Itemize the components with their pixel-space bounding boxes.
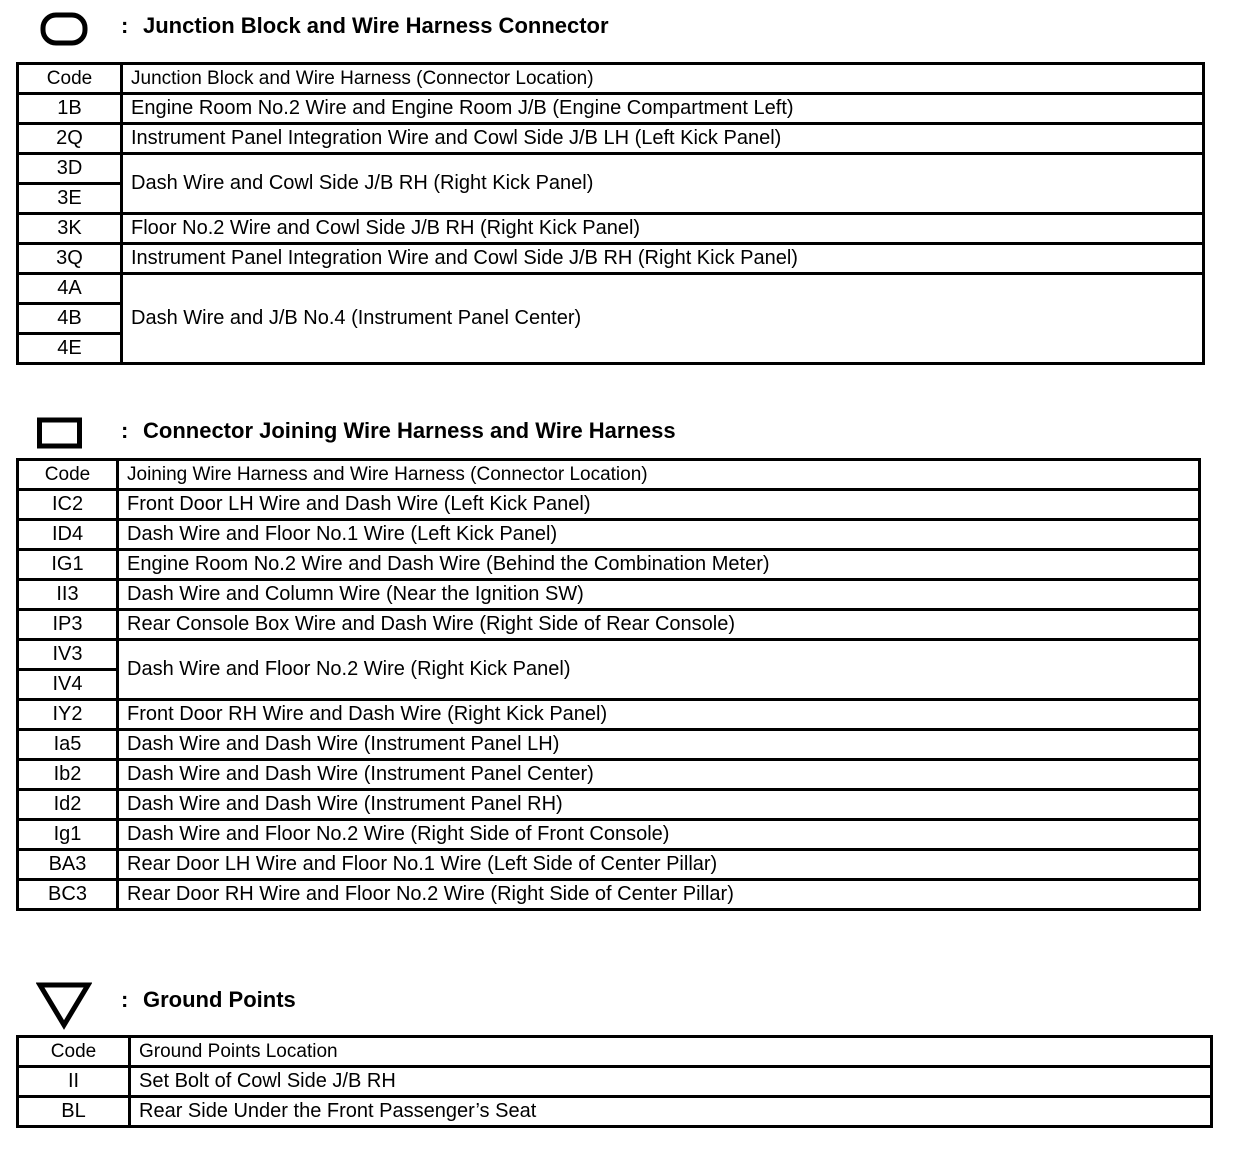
location-cell: Rear Door LH Wire and Floor No.1 Wire (Left Side of Center Pillar) — [118, 850, 1200, 880]
code-column-header: Code — [18, 64, 122, 94]
code-column-header: Code — [18, 460, 118, 490]
location-cell: Rear Console Box Wire and Dash Wire (Right Side of Rear Console) — [118, 610, 1200, 640]
code-cell: IG1 — [18, 550, 118, 580]
table-row — [18, 124, 1204, 154]
code-cell: BC3 — [18, 880, 118, 910]
ground-section-heading — [20, 982, 420, 1022]
table-row — [18, 550, 1200, 580]
code-cell: BA3 — [18, 850, 118, 880]
ground-title: Ground Points — [143, 987, 296, 1012]
location-cell: Dash Wire and Floor No.1 Wire (Left Kick Panel) — [118, 520, 1200, 550]
code-cell: Ig1 — [18, 820, 118, 850]
code-cell: 3E — [18, 184, 122, 214]
table-row — [18, 760, 1200, 790]
location-cell: Engine Room No.2 Wire and Dash Wire (Behind the Combination Meter) — [118, 550, 1200, 580]
table-row — [18, 850, 1200, 880]
location-cell: Front Door LH Wire and Dash Wire (Left Kick Panel) — [118, 490, 1200, 520]
table-row — [18, 700, 1200, 730]
location-cell: Dash Wire and Cowl Side J/B RH (Right Kick Panel) — [122, 154, 1204, 214]
rectangle-icon — [37, 417, 83, 449]
table-row — [18, 1097, 1212, 1127]
location-cell: Rear Side Under the Front Passenger’s Seat — [130, 1097, 1212, 1127]
code-cell: 3D — [18, 154, 122, 184]
location-cell: Dash Wire and J/B No.4 (Instrument Panel Center) — [122, 274, 1204, 364]
table-header-row — [18, 1037, 1212, 1067]
table-row — [18, 820, 1200, 850]
code-cell: 4A — [18, 274, 122, 304]
heading-colon: : — [121, 13, 129, 38]
code-cell: 2Q — [18, 124, 122, 154]
heading-colon: : — [121, 987, 129, 1012]
code-cell: 3Q — [18, 244, 122, 274]
location-column-header: Ground Points Location — [130, 1037, 1212, 1067]
location-cell: Instrument Panel Integration Wire and Cowl Side J/B LH (Left Kick Panel) — [122, 124, 1204, 154]
location-cell: Dash Wire and Column Wire (Near the Ignition SW) — [118, 580, 1200, 610]
junction-section-heading — [20, 8, 720, 48]
code-cell: IP3 — [18, 610, 118, 640]
code-cell: 3K — [18, 214, 122, 244]
table-row — [18, 520, 1200, 550]
code-cell: ID4 — [18, 520, 118, 550]
code-column-header: Code — [18, 1037, 130, 1067]
location-cell: Front Door RH Wire and Dash Wire (Right Kick Panel) — [118, 700, 1200, 730]
code-cell: IC2 — [18, 490, 118, 520]
code-cell: IY2 — [18, 700, 118, 730]
table-row — [18, 154, 1204, 184]
code-cell: 1B — [18, 94, 122, 124]
table-row — [18, 790, 1200, 820]
code-cell: Id2 — [18, 790, 118, 820]
table-header-row — [18, 64, 1204, 94]
code-cell: BL — [18, 1097, 130, 1127]
table-row — [18, 244, 1204, 274]
down-triangle-icon — [36, 981, 92, 1031]
table-row — [18, 214, 1204, 244]
code-cell: II3 — [18, 580, 118, 610]
code-cell: II — [18, 1067, 130, 1097]
code-cell: IV3 — [18, 640, 118, 670]
location-cell: Engine Room No.2 Wire and Engine Room J/B (Engine Compartment Left) — [122, 94, 1204, 124]
location-cell: Rear Door RH Wire and Floor No.2 Wire (Right Side of Center Pillar) — [118, 880, 1200, 910]
location-column-header: Junction Block and Wire Harness (Connector Location) — [122, 64, 1204, 94]
connector-table — [16, 458, 1201, 911]
location-cell: Dash Wire and Dash Wire (Instrument Panel RH) — [118, 790, 1200, 820]
code-cell: Ib2 — [18, 760, 118, 790]
location-cell: Dash Wire and Floor No.2 Wire (Right Side of Front Console) — [118, 820, 1200, 850]
table-row — [18, 580, 1200, 610]
code-cell: 4B — [18, 304, 122, 334]
location-cell: Floor No.2 Wire and Cowl Side J/B RH (Right Kick Panel) — [122, 214, 1204, 244]
location-cell: Dash Wire and Dash Wire (Instrument Panel Center) — [118, 760, 1200, 790]
table-row — [18, 610, 1200, 640]
table-header-row — [18, 460, 1200, 490]
location-cell: Dash Wire and Floor No.2 Wire (Right Kick Panel) — [118, 640, 1200, 700]
rounded-oval-icon — [40, 11, 90, 47]
ground-points-table — [16, 1035, 1213, 1128]
location-cell: Dash Wire and Dash Wire (Instrument Panel LH) — [118, 730, 1200, 760]
table-row — [18, 880, 1200, 910]
junction-table — [16, 62, 1205, 365]
location-cell: Set Bolt of Cowl Side J/B RH — [130, 1067, 1212, 1097]
table-row — [18, 490, 1200, 520]
table-row — [18, 94, 1204, 124]
connector-title: Connector Joining Wire Harness and Wire Harness — [143, 418, 676, 443]
table-row — [18, 640, 1200, 670]
junction-title: Junction Block and Wire Harness Connector — [143, 13, 609, 38]
code-cell: 4E — [18, 334, 122, 364]
location-column-header: Joining Wire Harness and Wire Harness (Connector Location) — [118, 460, 1200, 490]
code-cell: IV4 — [18, 670, 118, 700]
table-row — [18, 274, 1204, 304]
heading-colon: : — [121, 418, 129, 443]
connector-section-heading — [20, 413, 740, 453]
code-cell: Ia5 — [18, 730, 118, 760]
table-row — [18, 1067, 1212, 1097]
location-cell: Instrument Panel Integration Wire and Cowl Side J/B RH (Right Kick Panel) — [122, 244, 1204, 274]
table-row — [18, 730, 1200, 760]
